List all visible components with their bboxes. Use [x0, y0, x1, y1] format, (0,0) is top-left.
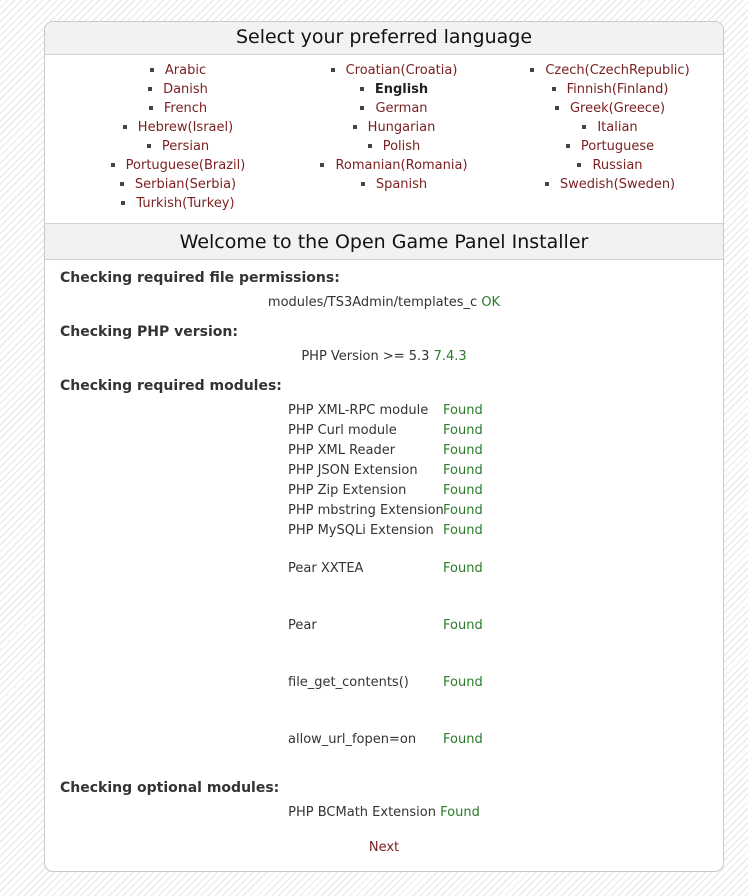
language-item [281, 156, 507, 175]
language-link-czech[interactable]: Czech(CzechRepublic) [545, 63, 690, 78]
bullet-icon [582, 125, 586, 129]
language-item [281, 80, 507, 99]
required-modules-heading: Checking required modules: [60, 378, 282, 394]
language-link-spanish[interactable]: Spanish [375, 177, 428, 192]
language-item [497, 61, 723, 80]
language-link-english[interactable]: English [374, 82, 429, 97]
language-link-serbian[interactable]: Serbian(Serbia) [134, 177, 237, 192]
bullet-icon [552, 87, 556, 91]
module-name: allow_url_fopen=on [288, 732, 417, 747]
module-name: PHP JSON Extension [288, 463, 418, 478]
permission-path: modules/TS3Admin/templates_c [267, 295, 478, 310]
module-status: Found [443, 503, 483, 518]
bullet-icon [566, 144, 570, 148]
language-item [65, 80, 291, 99]
module-name: PHP XML Reader [288, 443, 396, 458]
bullet-icon [120, 182, 124, 186]
permission-status: OK [481, 295, 501, 310]
language-link-hebrew[interactable]: Hebrew(Israel) [137, 120, 234, 135]
language-link-russian[interactable]: Russian [592, 158, 643, 173]
optional-module-name: PHP BCMath Extension [288, 805, 436, 820]
language-item [65, 156, 291, 175]
language-item [65, 194, 291, 213]
language-item [497, 137, 723, 156]
bullet-icon [555, 106, 559, 110]
language-link-turkish[interactable]: Turkish(Turkey) [136, 196, 235, 211]
language-column-1 [65, 61, 291, 213]
language-item [65, 99, 291, 118]
language-column-2 [281, 61, 507, 194]
bullet-icon [353, 125, 357, 129]
bullet-icon [331, 68, 335, 72]
bullet-icon [148, 87, 152, 91]
bullet-icon [147, 144, 151, 148]
bullet-icon [577, 163, 581, 167]
installer-panel [44, 21, 724, 872]
module-name: PHP mbstring Extension [288, 503, 444, 518]
module-name: Pear [288, 618, 317, 633]
optional-module-row [45, 805, 723, 820]
bullet-icon [360, 87, 364, 91]
module-name: Pear XXTEA [288, 561, 364, 576]
module-name: PHP Curl module [288, 423, 397, 438]
module-status: Found [443, 675, 483, 690]
bullet-icon [361, 182, 365, 186]
installer-title: Welcome to the Open Game Panel Installer [45, 223, 723, 260]
php-version-heading: Checking PHP version: [60, 324, 238, 340]
language-item [281, 175, 507, 194]
php-version-label: PHP Version >= 5.3 [301, 349, 430, 364]
bullet-icon [530, 68, 534, 72]
language-item [497, 156, 723, 175]
language-item [497, 99, 723, 118]
module-name: PHP MySQLi Extension [288, 523, 434, 538]
permission-check-row [45, 295, 723, 310]
optional-modules-heading: Checking optional modules: [60, 780, 280, 796]
language-link-greek[interactable]: Greek(Greece) [569, 101, 666, 116]
language-item [497, 175, 723, 194]
bullet-icon [111, 163, 115, 167]
bullet-icon [121, 201, 125, 205]
language-link-danish[interactable]: Danish [163, 82, 208, 97]
bullet-icon [368, 144, 372, 148]
language-link-arabic[interactable]: Arabic [164, 63, 207, 78]
language-item [281, 118, 507, 137]
optional-module-status: Found [440, 805, 480, 820]
language-item [497, 80, 723, 99]
language-item [65, 137, 291, 156]
module-status: Found [443, 732, 483, 747]
php-version-value: 7.4.3 [433, 349, 467, 364]
language-link-croatian[interactable]: Croatian(Croatia) [345, 63, 458, 78]
module-status: Found [443, 423, 483, 438]
module-status: Found [443, 403, 483, 418]
module-status: Found [443, 443, 483, 458]
language-item [281, 137, 507, 156]
language-link-finnish[interactable]: Finnish(Finland) [566, 82, 669, 97]
language-item [65, 175, 291, 194]
language-link-polish[interactable]: Polish [382, 139, 421, 154]
language-link-portuguese-brazil[interactable]: Portuguese(Brazil) [125, 158, 246, 173]
bullet-icon [320, 163, 324, 167]
php-version-row [45, 349, 723, 364]
language-link-romanian[interactable]: Romanian(Romania) [335, 158, 468, 173]
language-item [65, 61, 291, 80]
module-status: Found [443, 483, 483, 498]
language-section-title: Select your preferred language [45, 22, 723, 55]
module-status: Found [443, 561, 483, 576]
module-status: Found [443, 618, 483, 633]
language-item [281, 99, 507, 118]
bullet-icon [545, 182, 549, 186]
module-name: PHP Zip Extension [288, 483, 407, 498]
permissions-heading: Checking required file permissions: [60, 270, 340, 286]
bullet-icon [150, 68, 154, 72]
module-status: Found [443, 523, 483, 538]
language-link-swedish[interactable]: Swedish(Sweden) [559, 177, 676, 192]
next-container [45, 840, 723, 855]
next-link[interactable]: Next [368, 840, 400, 855]
language-link-portuguese[interactable]: Portuguese [580, 139, 655, 154]
language-link-german[interactable]: German [375, 101, 428, 116]
bullet-icon [149, 106, 153, 110]
module-name: file_get_contents() [288, 675, 409, 690]
language-item [281, 61, 507, 80]
bullet-icon [123, 125, 127, 129]
language-link-italian[interactable]: Italian [597, 120, 638, 135]
language-link-hungarian[interactable]: Hungarian [367, 120, 436, 135]
language-column-3 [497, 61, 723, 194]
language-item [497, 118, 723, 137]
module-status: Found [443, 463, 483, 478]
bullet-icon [360, 106, 364, 110]
language-link-persian[interactable]: Persian [161, 139, 210, 154]
language-link-french[interactable]: French [163, 101, 208, 116]
language-item [65, 118, 291, 137]
module-name: PHP XML-RPC module [288, 403, 429, 418]
